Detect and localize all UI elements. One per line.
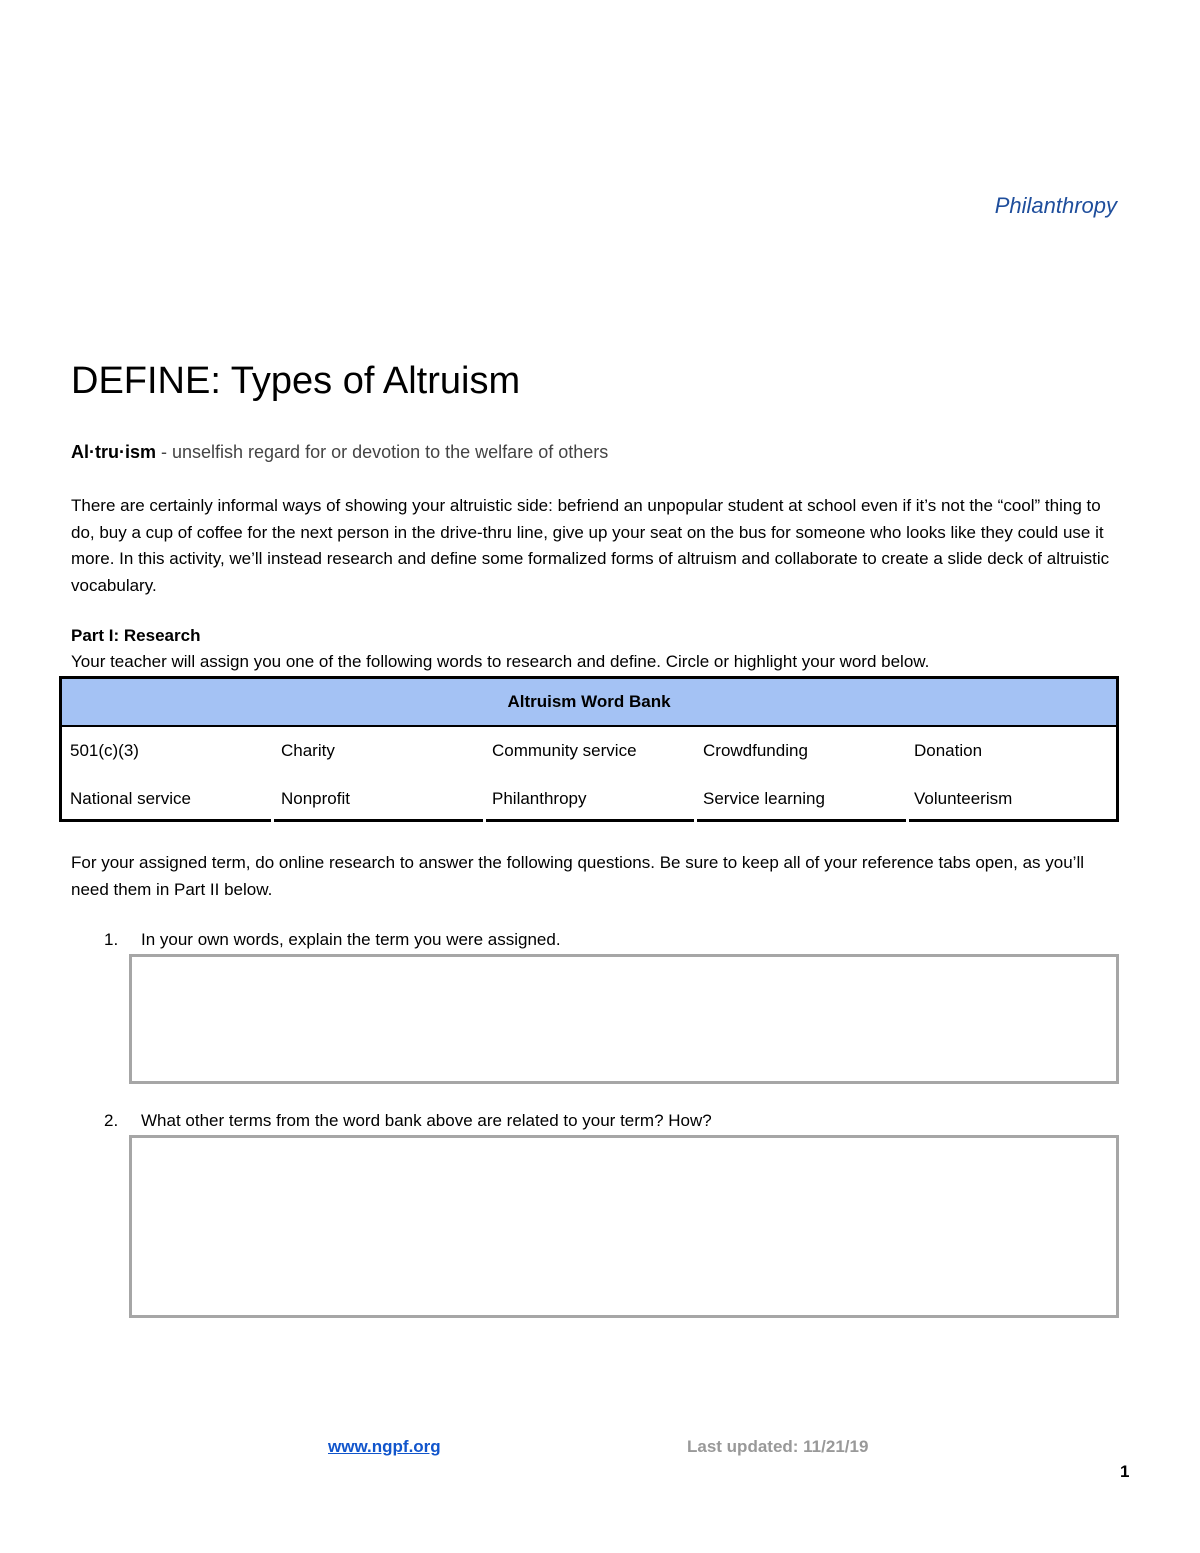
footer-website-link[interactable]: www.ngpf.org bbox=[328, 1437, 441, 1456]
word-bank-body bbox=[62, 727, 1116, 823]
word-bank-word[interactable]: Charity bbox=[281, 741, 335, 760]
word-bank-word[interactable]: Philanthropy bbox=[492, 789, 587, 808]
question-text: What other terms from the word bank above are related to your term? How? bbox=[141, 1111, 712, 1130]
word-bank-table bbox=[59, 676, 1119, 822]
header-subject-tag: Philanthropy bbox=[994, 193, 1117, 218]
definition-meaning: - unselfish regard for or devotion to the welfare of others bbox=[156, 442, 609, 462]
research-instructions: For your assigned term, do online research to answer the following questions. Be sure to keep all of your reference tabs open, as you’ll need them in Part II below. bbox=[71, 853, 1085, 899]
word-bank-word[interactable]: Nonprofit bbox=[281, 789, 350, 808]
page-number: 1 bbox=[1120, 1462, 1130, 1481]
definition bbox=[71, 442, 608, 463]
word-bank-word[interactable]: National service bbox=[70, 789, 191, 808]
intro-paragraph: There are certainly informal ways of showing your altruistic side: befriend an unpopular student at school even if it’s not the “cool” thing to do, buy a cup of coffee for the next person in the drive-thru line, give up your seat on the bus for someone who looks like they could use it more. In this activity, we’ll instead research and define some formalized forms of altruism and collaborate to create a slide deck of altruistic vocabulary. bbox=[71, 496, 1110, 595]
word-bank-word[interactable]: Crowdfunding bbox=[703, 741, 808, 760]
footer-last-updated: Last updated: 11/21/19 bbox=[687, 1437, 869, 1456]
word-bank-word[interactable]: Service learning bbox=[703, 789, 825, 808]
word-bank-word[interactable]: Donation bbox=[914, 741, 983, 760]
word-bank-word[interactable]: Volunteerism bbox=[914, 789, 1013, 808]
answer-box-2[interactable] bbox=[129, 1135, 1119, 1318]
question-number: 2. bbox=[104, 1111, 119, 1130]
word-bank-row bbox=[62, 727, 1116, 775]
answer-box-1[interactable] bbox=[129, 954, 1119, 1084]
word-bank-word[interactable]: Community service bbox=[492, 741, 637, 760]
page-title: DEFINE: Types of Altruism bbox=[71, 360, 521, 402]
definition-term: Al·tru·ism bbox=[71, 442, 156, 462]
part1-instructions: Your teacher will assign you one of the following words to research and define. Circle or highlight your word below. bbox=[71, 652, 930, 671]
column-divider-marks bbox=[62, 819, 1116, 822]
part1-heading: Part I: Research bbox=[71, 626, 201, 645]
question-number: 1. bbox=[104, 930, 119, 949]
question-text: In your own words, explain the term you were assigned. bbox=[141, 930, 561, 949]
word-bank-title: Altruism Word Bank bbox=[62, 679, 1116, 727]
word-bank-word[interactable]: 501(c)(3) bbox=[70, 741, 139, 760]
word-bank-row bbox=[62, 775, 1116, 823]
